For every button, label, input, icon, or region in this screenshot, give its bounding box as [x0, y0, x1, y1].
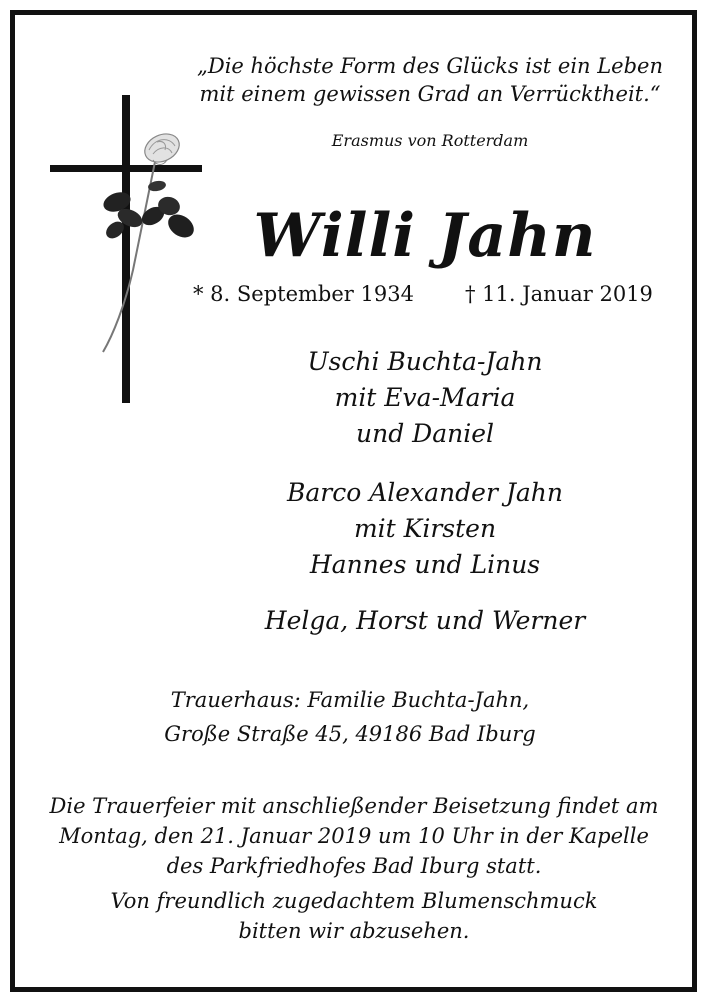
death-date: † 11. Januar 2019 [465, 282, 653, 306]
address-line: Große Straße 45, 49186 Bad Iburg [164, 722, 536, 746]
flowers-line: bitten wir abzusehen. [238, 919, 470, 943]
mourner-line: Hannes und Linus [309, 550, 541, 579]
quote-line: mit einem gewissen Grad an Verrücktheit.“ [199, 82, 661, 106]
mourner-line: mit Kirsten [353, 514, 497, 543]
deceased-name: Willi Jahn [253, 201, 597, 271]
mourner-line: Helga, Horst und Werner [264, 606, 586, 635]
quote-line: „Die höchste Form des Glücks ist ein Leben [197, 54, 663, 78]
ceremony-line: Die Trauerfeier mit anschließender Beisetzung findet am [49, 794, 659, 818]
flowers-line: Von freundlich zugedachtem Blumenschmuck [110, 889, 598, 913]
mourner-line: mit Eva-Maria [334, 383, 516, 412]
ceremony-line: des Parkfriedhofes Bad Iburg statt. [166, 854, 542, 878]
flowers-note [20, 886, 688, 946]
address-line: Trauerhaus: Familie Buchta-Jahn, [170, 688, 530, 712]
mourner-line: Barco Alexander Jahn [286, 478, 563, 507]
mourner-group-3 [175, 603, 675, 639]
mourner-line: Uschi Buchta-Jahn [307, 347, 543, 376]
quote-author: Erasmus von Rotterdam [331, 131, 529, 150]
mourner-group-2 [175, 475, 675, 583]
mourner-line: und Daniel [356, 419, 494, 448]
ceremony-notice [20, 791, 688, 881]
ceremony-line: Montag, den 21. Januar 2019 um 10 Uhr in der Kapelle [59, 824, 649, 848]
birth-date: * 8. September 1934 [193, 282, 414, 306]
mourning-house-address [100, 683, 600, 751]
mourner-group-1 [175, 344, 675, 452]
quote [190, 52, 670, 108]
